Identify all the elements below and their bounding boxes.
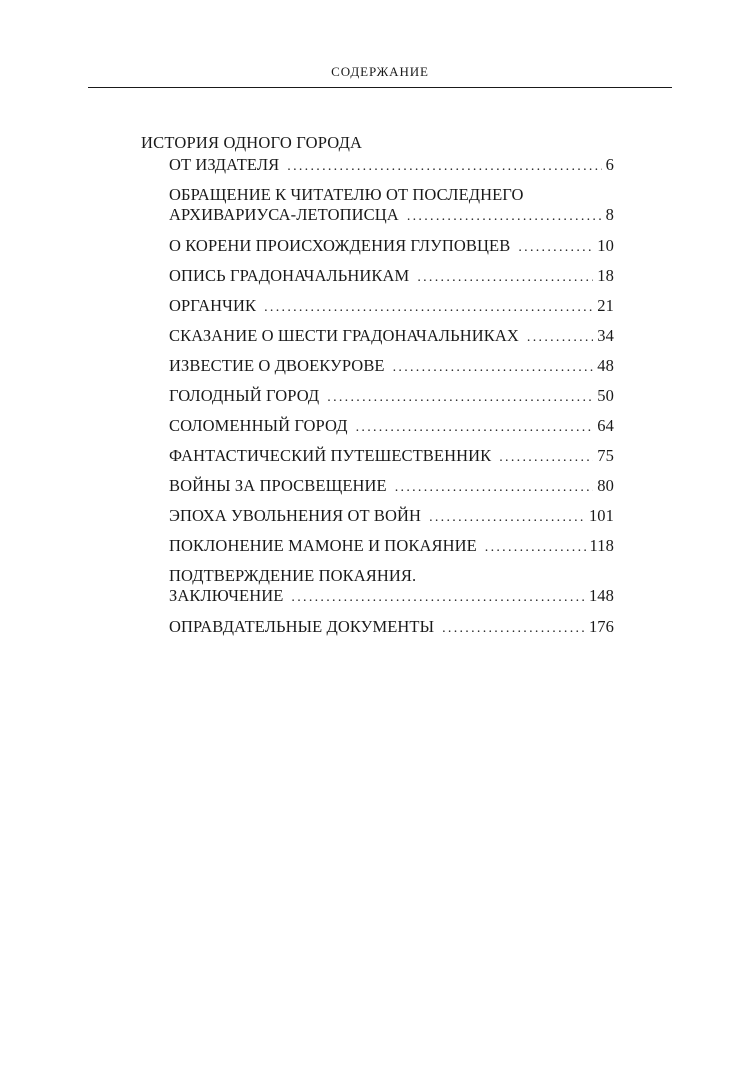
toc-entry-title: СКАЗАНИЕ О ШЕСТИ ГРАДОНАЧАЛЬНИКАХ (169, 326, 519, 345)
toc-entry[interactable] (169, 416, 614, 436)
toc-entry[interactable] (169, 185, 614, 227)
toc-entry[interactable] (169, 506, 614, 526)
toc-entry-title: ОТ ИЗДАТЕЛЯ (169, 155, 280, 174)
toc-entry-title: СОЛОМЕННЫЙ ГОРОД (169, 416, 348, 435)
toc-entry-page: 80 (597, 476, 614, 495)
toc-entry-title: ИЗВЕСТИЕ О ДВОЕКУРОВЕ (169, 356, 385, 375)
toc-entry-page: 148 (588, 586, 614, 605)
toc-leader-dots (527, 328, 593, 348)
toc-entry-page: 8 (605, 205, 614, 224)
toc-leader-dots (287, 157, 601, 177)
toc-entry-page: 6 (605, 155, 614, 174)
toc-entry-page: 75 (597, 446, 614, 465)
toc-entry[interactable] (169, 155, 614, 175)
toc-entry-title: ЭПОХА УВОЛЬНЕНИЯ ОТ ВОЙН (169, 506, 422, 525)
toc-entry-title: ФАНТАСТИЧЕСКИЙ ПУТЕШЕСТВЕННИК (169, 446, 492, 465)
toc-leader-dots (407, 207, 602, 227)
toc-leader-dots (417, 268, 593, 288)
toc-entry-title: ОПИСЬ ГРАДОНАЧАЛЬНИКАМ (169, 266, 410, 285)
toc-entry-title: ЗАКЛЮЧЕНИЕ (169, 586, 284, 605)
toc-entry-page: 18 (597, 266, 614, 285)
toc-leader-dots (499, 448, 593, 468)
toc-entry-title: ГОЛОДНЫЙ ГОРОД (169, 386, 320, 405)
toc-entry[interactable] (169, 566, 614, 608)
toc-entry[interactable] (169, 356, 614, 376)
toc-entry-page: 176 (588, 617, 614, 636)
toc-entry[interactable] (169, 236, 614, 256)
toc-entry-page: 118 (589, 536, 614, 555)
toc-leader-dots (395, 478, 594, 498)
toc-leader-dots (356, 418, 594, 438)
toc-entry[interactable] (169, 266, 614, 286)
toc-leader-dots (485, 538, 586, 558)
toc-entry[interactable] (169, 536, 614, 556)
toc-entry[interactable] (169, 446, 614, 466)
toc-entry-title: АРХИВАРИУСА-ЛЕТОПИСЦА (169, 205, 399, 224)
toc-entry[interactable] (169, 476, 614, 496)
toc-leader-dots (442, 619, 585, 639)
toc-entry-title-line1: ПОДТВЕРЖДЕНИЕ ПОКАЯНИЯ. (169, 566, 417, 585)
toc-entry[interactable] (169, 326, 614, 346)
toc-entry-page: 48 (597, 356, 614, 375)
toc-entry-page: 21 (597, 296, 614, 315)
toc-leader-dots (429, 508, 585, 528)
toc-entry[interactable] (169, 386, 614, 406)
toc-entry-page: 101 (588, 506, 614, 525)
toc-leader-dots (518, 238, 593, 258)
toc-entry-title: ОПРАВДАТЕЛЬНЫЕ ДОКУМЕНТЫ (169, 617, 435, 636)
toc-section-title: ИСТОРИЯ ОДНОГО ГОРОДА (141, 133, 363, 152)
toc-entry-title: ВОЙНЫ ЗА ПРОСВЕЩЕНИЕ (169, 476, 387, 495)
toc-entry-page: 34 (597, 326, 614, 345)
toc-entry[interactable] (169, 296, 614, 316)
toc-entry-page: 64 (597, 416, 614, 435)
toc-leader-dots (291, 588, 585, 608)
toc-entry-title-line1: ОБРАЩЕНИЕ К ЧИТАТЕЛЮ ОТ ПОСЛЕДНЕГО (169, 185, 524, 204)
toc-leader-dots (327, 388, 593, 408)
toc-leader-dots (393, 358, 594, 378)
toc-entry[interactable] (169, 617, 614, 637)
table-of-contents (141, 133, 614, 647)
toc-leader-dots (264, 298, 593, 318)
toc-entry-title: ОРГАНЧИК (169, 296, 257, 315)
toc-entry-page: 50 (597, 386, 614, 405)
running-header: СОДЕРЖАНИЕ (331, 64, 429, 79)
toc-entry-title: О КОРЕНИ ПРОИСХОЖДЕНИЯ ГЛУПОВЦЕВ (169, 236, 511, 255)
toc-entry-title: ПОКЛОНЕНИЕ МАМОНЕ И ПОКАЯНИЕ (169, 536, 477, 555)
toc-entry-page: 10 (597, 236, 614, 255)
header-rule (88, 87, 672, 88)
